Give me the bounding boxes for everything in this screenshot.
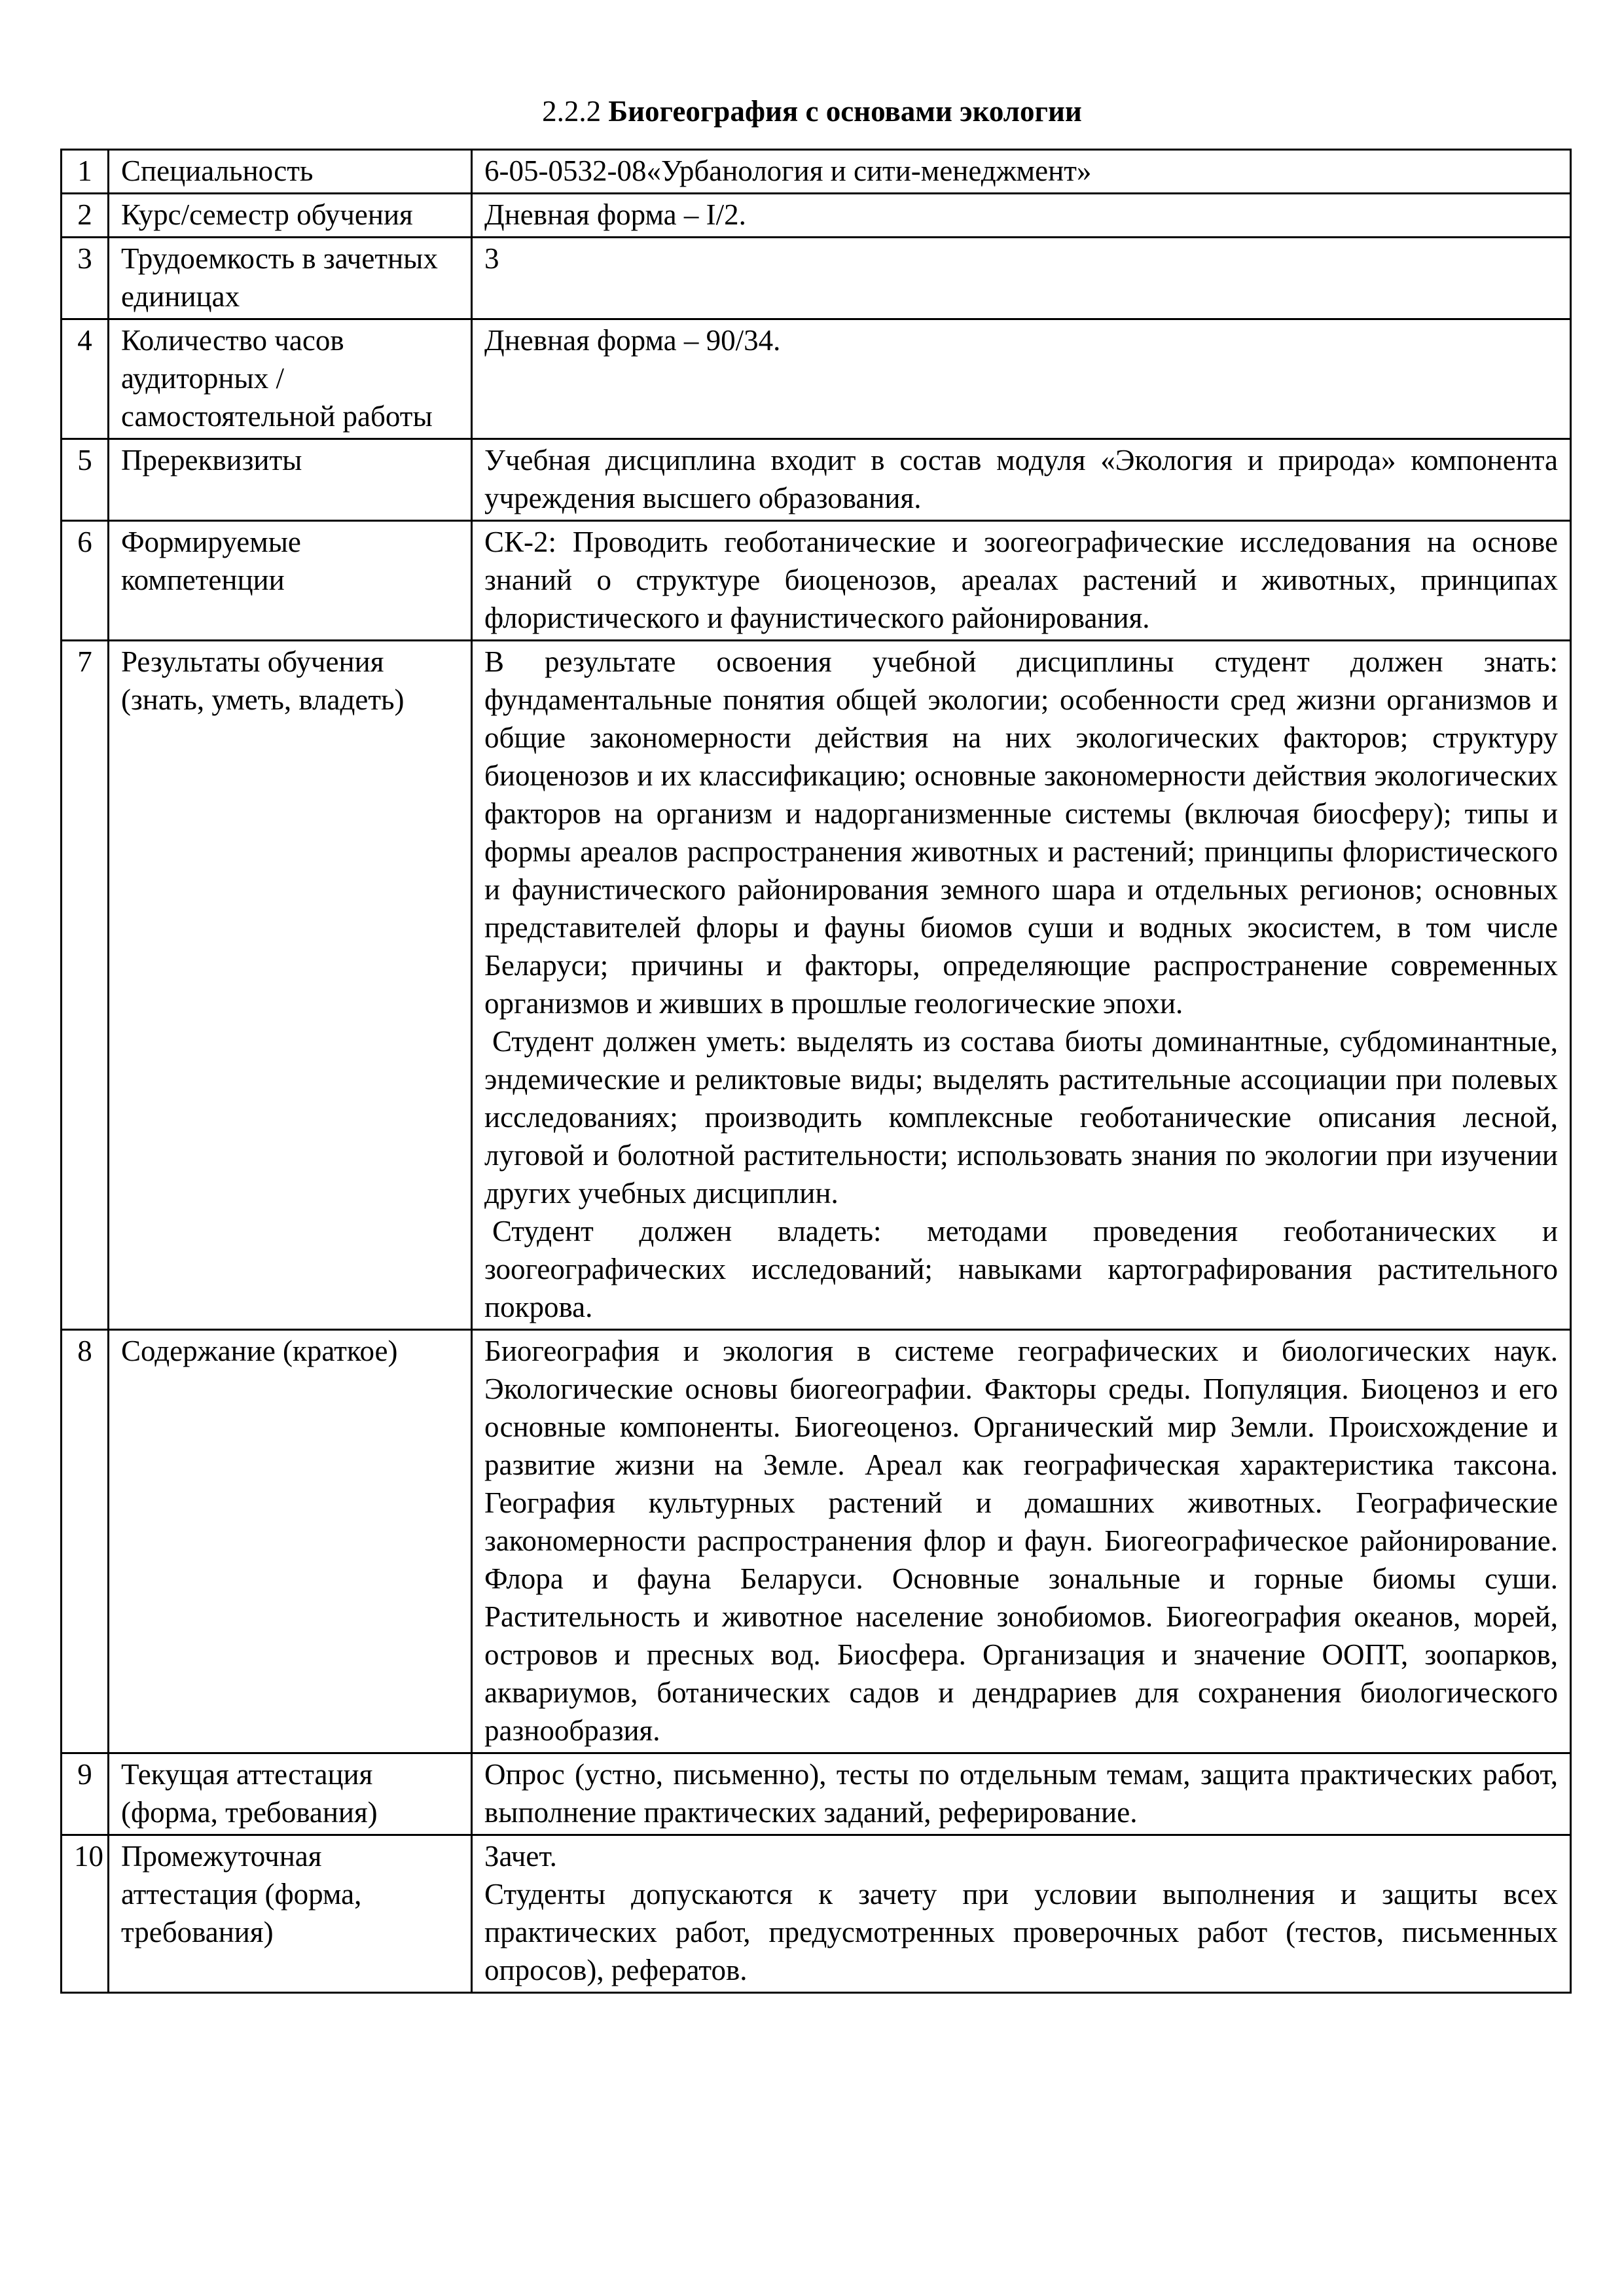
content-paragraph: 6-05-0532-08«Урбанология и сити-менеджмент» bbox=[484, 154, 1092, 187]
row-label: Текущая аттестация (форма, требования) bbox=[109, 1753, 472, 1835]
content-paragraph: Дневная форма – I/2. bbox=[484, 198, 746, 231]
content-paragraph: Студент должен уметь: выделять из состава биоты доминантные, субдоминантные, эндемические и реликтовые виды; выделять растительные ассоциации при полевых исследованиях; производить комплексные геоботанические описания лесной, луговой и болотной растительности; использовать знания по экологии при изучении других учебных дисциплин. bbox=[484, 1025, 1558, 1210]
row-label: Специальность bbox=[109, 150, 472, 194]
row-number: 6 bbox=[62, 521, 109, 641]
table-row bbox=[62, 319, 1571, 439]
row-number: 3 bbox=[62, 238, 109, 319]
row-content bbox=[472, 1835, 1571, 1993]
content-paragraph: В результате освоения учебной дисциплины студент должен знать: фундаментальные понятия общей экологии; особенности сред жизни организмов и общие закономерности действия на них экологических факторов; структуру биоценозов и их классификацию; основные закономерности действия экологических факторов на организм и надорганизменные системы (включая биосферу); типы и формы ареалов распространения животных и растений; принципы флористического и фаунистического районирования земного шара и отдельных регионов; основных представителей флоры и фауны биомов суши и водных экосистем, в том числе Беларуси; причины и факторы, определяющие распространение современных организмов и живших в прошлые геологические эпохи. bbox=[484, 645, 1558, 1020]
content-paragraph: Студенты допускаются к зачету при условии выполнения и защиты всех практических работ, предусмотренных проверочных работ (тестов, письменных опросов), рефератов. bbox=[484, 1878, 1558, 1986]
row-label: Пререквизиты bbox=[109, 439, 472, 521]
content-paragraph: Студент должен владеть: методами проведения геоботанических и зоогеографических исследований; навыками картографирования растительного покрова. bbox=[484, 1215, 1558, 1323]
table-row bbox=[62, 439, 1571, 521]
row-content bbox=[472, 150, 1571, 194]
title-text: Биогеография с основами экологии bbox=[608, 95, 1082, 128]
row-content bbox=[472, 319, 1571, 439]
row-content bbox=[472, 521, 1571, 641]
content-paragraph: Опрос (устно, письменно), тесты по отдельным темам, защита практических работ, выполнение практических заданий, реферирование. bbox=[484, 1758, 1558, 1829]
row-content bbox=[472, 194, 1571, 238]
row-label: Содержание (краткое) bbox=[109, 1330, 472, 1753]
row-content bbox=[472, 1330, 1571, 1753]
row-label: Промежуточная аттестация (форма, требования) bbox=[109, 1835, 472, 1993]
row-number: 2 bbox=[62, 194, 109, 238]
row-label: Трудоемкость в зачетных единицах bbox=[109, 238, 472, 319]
table-row bbox=[62, 1330, 1571, 1753]
row-content bbox=[472, 641, 1571, 1330]
content-paragraph: Дневная форма – 90/34. bbox=[484, 324, 781, 357]
page-title bbox=[0, 93, 1624, 130]
content-paragraph: СК-2: Проводить геоботанические и зоогеографические исследования на основе знаний о структуре биоценозов, ареалах растений и животных, принципах флористического и фаунистического районирования. bbox=[484, 526, 1558, 634]
row-number: 5 bbox=[62, 439, 109, 521]
row-label: Формируемые компетенции bbox=[109, 521, 472, 641]
table-row bbox=[62, 1835, 1571, 1993]
row-number: 10 bbox=[62, 1835, 109, 1993]
row-number: 1 bbox=[62, 150, 109, 194]
table-row bbox=[62, 641, 1571, 1330]
table-row bbox=[62, 150, 1571, 194]
row-number: 9 bbox=[62, 1753, 109, 1835]
row-content bbox=[472, 238, 1571, 319]
row-label: Результаты обучения (знать, уметь, владеть) bbox=[109, 641, 472, 1330]
table-row bbox=[62, 1753, 1571, 1835]
table-row bbox=[62, 521, 1571, 641]
table-row bbox=[62, 194, 1571, 238]
content-paragraph: Учебная дисциплина входит в состав модуля «Экология и природа» компонента учреждения высшего образования. bbox=[484, 444, 1558, 514]
row-number: 4 bbox=[62, 319, 109, 439]
table-row bbox=[62, 238, 1571, 319]
discipline-table bbox=[60, 149, 1572, 1994]
title-number: 2.2.2 bbox=[542, 95, 602, 128]
content-paragraph: 3 bbox=[484, 242, 499, 275]
row-label: Курс/семестр обучения bbox=[109, 194, 472, 238]
content-paragraph: Зачет. bbox=[484, 1840, 557, 1873]
row-content bbox=[472, 1753, 1571, 1835]
row-content bbox=[472, 439, 1571, 521]
content-paragraph: Биогеография и экология в системе географических и биологических наук. Экологические основы биогеографии. Факторы среды. Популяция. Биоценоз и его основные компоненты. Биогеоценоз. Органический мир Земли. Происхождение и развитие жизни на Земле. Ареал как географическая характеристика таксона. География культурных растений и домашних животных. Географические закономерности распространения флор и фаун. Биогеографическое районирование. Флора и фауна Беларуси. Основные зональные и горные биомы суши. Растительность и животное население зонобиомов. Биогеография океанов, морей, островов и пресных вод. Биосфера. Организация и значение ООПТ, зоопарков, аквариумов, ботанических садов и дендрариев для сохранения биологического разнообразия. bbox=[484, 1335, 1558, 1747]
row-number: 7 bbox=[62, 641, 109, 1330]
row-label: Количество часов аудиторных / самостоятельной работы bbox=[109, 319, 472, 439]
row-number: 8 bbox=[62, 1330, 109, 1753]
